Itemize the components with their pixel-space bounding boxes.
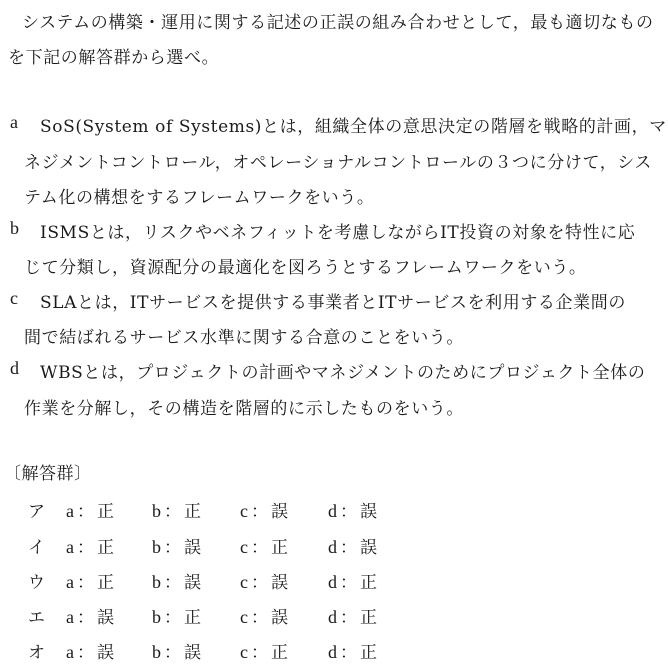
answer-cell-label: d [328, 501, 337, 521]
answer-cell-value: 誤 [184, 538, 201, 558]
answer-cell-value: 誤 [184, 643, 201, 663]
answer-cell [328, 568, 377, 593]
answer-group-title: 〔解答群〕 [4, 464, 92, 484]
answer-cell [152, 497, 201, 522]
option-letter: d [10, 358, 20, 378]
answer-cell [328, 603, 377, 628]
option-text-line: SoS(System of Systems)とは，組織全体の意思決定の階層を戦略的計画，マ [40, 117, 667, 137]
answer-cell-separator: ： [251, 538, 268, 558]
answer-cell-separator: ： [77, 502, 94, 522]
answer-cell-value: 正 [360, 643, 377, 663]
answer-cell-value: 誤 [97, 608, 114, 628]
answer-cell-label: c [240, 537, 248, 557]
answer-cell-label: c [240, 642, 248, 662]
answer-cell-separator: ： [251, 608, 268, 628]
answer-cell-value: 誤 [271, 608, 288, 628]
answer-cell [240, 603, 288, 628]
answer-cell-separator: ： [251, 643, 268, 663]
answer-cell-separator: ： [251, 573, 268, 593]
answer-cell-value: 誤 [360, 538, 377, 558]
answer-cell-value: 正 [271, 538, 288, 558]
answer-cell-label: d [328, 572, 337, 592]
answer-cell-label: b [152, 642, 161, 662]
answer-cell [240, 533, 288, 558]
answer-cell-label: d [328, 537, 337, 557]
answer-cell [240, 638, 288, 663]
answer-cell-value: 誤 [271, 502, 288, 522]
answer-cell [66, 497, 114, 522]
answer-cell-label: c [240, 501, 248, 521]
answer-cell-value: 正 [97, 538, 114, 558]
answer-cell [152, 638, 201, 663]
answer-kana: ウ [28, 573, 45, 593]
answer-kana: ア [28, 502, 45, 522]
answer-cell [328, 497, 377, 522]
answer-row [0, 533, 668, 557]
answer-cell [66, 568, 114, 593]
answer-kana: イ [28, 538, 45, 558]
answer-cell-value: 正 [184, 608, 201, 628]
question-line-1: システムの構築・運用に関する記述の正誤の組み合わせとして，最も適切なもの [22, 13, 654, 33]
answer-cell-separator: ： [164, 608, 181, 628]
answer-cell-separator: ： [77, 608, 94, 628]
answer-cell-separator: ： [340, 608, 357, 628]
answer-row [0, 497, 668, 521]
answer-cell-separator: ： [340, 573, 357, 593]
option-a-line-3: テム化の構想をするフレームワークをいう。 [24, 188, 375, 208]
answer-cell-separator: ： [77, 573, 94, 593]
option-d-line-2: 作業を分解し，その構造を階層的に示したものをいう。 [24, 399, 464, 419]
answer-cell-value: 誤 [97, 643, 114, 663]
answer-cell-value: 誤 [271, 573, 288, 593]
answer-cell-value: 誤 [360, 502, 377, 522]
answer-cell-value: 正 [360, 573, 377, 593]
answer-cell-separator: ： [340, 538, 357, 558]
answer-cell [66, 603, 114, 628]
answer-cell [66, 533, 114, 558]
answer-cell-label: c [240, 607, 248, 627]
answer-cell-value: 誤 [184, 573, 201, 593]
answer-cell [152, 603, 201, 628]
answer-cell-separator: ： [340, 643, 357, 663]
answer-cell-separator: ： [251, 502, 268, 522]
answer-row [0, 568, 668, 592]
answer-cell-label: d [328, 607, 337, 627]
option-text-line: ISMSとは，リスクやベネフィットを考慮しながらIT投資の対象を特性に応 [40, 223, 636, 243]
option-a-line-2: ネジメントコントロール，オペレーショナルコントロールの３つに分けて，シス [24, 153, 652, 173]
answer-kana: エ [28, 608, 45, 628]
option-c-line-2: 間で結ばれるサービス水準に関する合意のことをいう。 [24, 328, 464, 348]
answer-cell [240, 568, 288, 593]
option-letter: c [10, 288, 19, 308]
answer-cell-separator: ： [164, 502, 181, 522]
answer-kana: オ [28, 643, 45, 663]
answer-cell-label: a [66, 642, 74, 662]
answer-cell-label: c [240, 572, 248, 592]
answer-cell [152, 533, 201, 558]
answer-cell-value: 正 [360, 608, 377, 628]
answer-cell-value: 正 [97, 502, 114, 522]
answer-cell-label: a [66, 537, 74, 557]
answer-cell-label: a [66, 572, 74, 592]
answer-cell-label: b [152, 501, 161, 521]
answer-cell [240, 497, 288, 522]
answer-row [0, 603, 668, 627]
answer-cell [152, 568, 201, 593]
answer-row [0, 638, 668, 662]
answer-cell-separator: ： [164, 643, 181, 663]
option-b-line-2: じて分類し，資源配分の最適化を図ろうとするフレームワークをいう。 [24, 258, 587, 278]
option-text-line: SLAとは，ITサービスを提供する事業者とITサービスを利用する企業間の [40, 293, 626, 313]
answer-cell-label: b [152, 537, 161, 557]
answer-cell-separator: ： [77, 538, 94, 558]
option-letter: a [10, 112, 19, 132]
answer-cell-separator: ： [340, 502, 357, 522]
answer-cell-value: 正 [97, 573, 114, 593]
option-text-line: WBSとは，プロジェクトの計画やマネジメントのためにプロジェクト全体の [40, 363, 646, 383]
answer-cell-label: a [66, 607, 74, 627]
answer-cell-separator: ： [164, 538, 181, 558]
answer-cell [328, 638, 377, 663]
answer-cell-label: a [66, 501, 74, 521]
answer-cell-label: b [152, 607, 161, 627]
answer-cell-label: b [152, 572, 161, 592]
answer-cell-separator: ： [77, 643, 94, 663]
answer-cell-label: d [328, 642, 337, 662]
answer-cell-value: 正 [271, 643, 288, 663]
option-letter: b [10, 218, 20, 238]
answer-cell-separator: ： [164, 573, 181, 593]
answer-cell-value: 正 [184, 502, 201, 522]
answer-cell [328, 533, 377, 558]
answer-cell [66, 638, 114, 663]
question-line-2: を下記の解答群から選べ。 [8, 48, 220, 68]
